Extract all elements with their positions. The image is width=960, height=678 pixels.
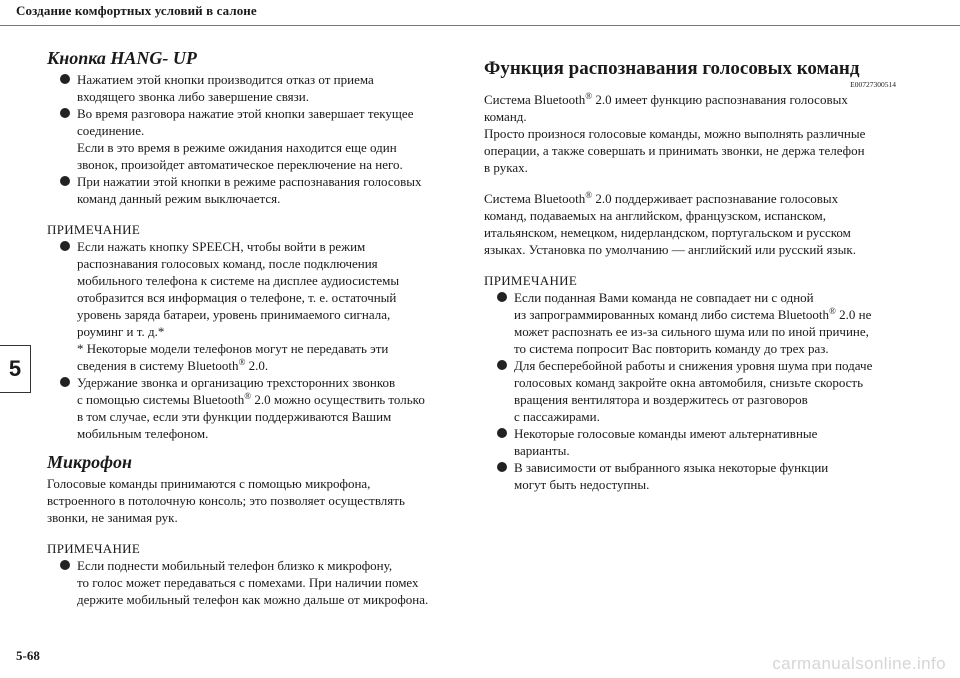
list-item: [484, 289, 896, 357]
list-item: Некоторые голосовые команды имеют альтернативные варианты.: [484, 425, 896, 459]
list-item: [47, 374, 457, 442]
registered-mark: ®: [244, 391, 252, 401]
registered-mark: ®: [585, 190, 593, 200]
p2-tail: 2.0 поддерживает распознавание голосовых команд, подаваемых на английском, французском, испанском, итальянском, немецком, нидерландском, португальском и русском языках. Установка по умолчанию — английский или русский язык.: [484, 191, 856, 257]
list-item: Если поднести мобильный телефон близко к микрофону, то голос может передаваться с помехами. При наличии помех держите мобильный телефон как можно дальше от микрофона.: [47, 557, 457, 608]
note1-bullet2-text: Удержание звонка и организацию трехсторонних звонков с помощью системы Bluetooth: [77, 375, 396, 407]
document-code: E00727300514: [850, 80, 896, 89]
list-item: [47, 238, 457, 374]
microphone-heading: Микрофон: [47, 452, 133, 472]
note-title: ПРИМЕЧАНИЕ: [47, 541, 141, 556]
hangup-bullets: [47, 71, 457, 207]
hangup-heading: Кнопка HANG- UP: [47, 48, 197, 68]
right-note-bullets: [484, 289, 896, 493]
voice-paragraph-2: [484, 190, 896, 258]
p1-text: Система Bluetooth: [484, 92, 586, 107]
note1-bullet1-text: Если нажать кнопку SPEECH, чтобы войти в режим распознавания голосовых команд, после подключения мобильного телефона к системе на дисплее аудиосистемы отобразится вся информация о телефоне, т. е. остаточный уровень заряда батареи, уровень принимаемого сигнала, роуминг и т. д.* * Некоторые модели телефонов могут не передавать эти сведения в систему Bluetooth: [77, 239, 400, 373]
microphone-text: Голосовые команды принимаются с помощью микрофона, встроенного в потолочную консоль; это позволяет осуществлять звонки, не занимая рук.: [47, 476, 405, 525]
list-item: Нажатием этой кнопки производится отказ от приема входящего звонка либо завершение связи.: [47, 71, 457, 105]
note1-bullet1-tail: 2.0.: [245, 358, 269, 373]
note2-bullets: [47, 557, 457, 608]
note1-bullets: [47, 238, 457, 442]
chapter-tab: 5: [0, 345, 31, 393]
page-number: 5-68: [16, 648, 40, 663]
list-item: При нажатии этой кнопки в режиме распознавания голосовых команд данный режим выключается.: [47, 173, 457, 207]
registered-mark: ®: [585, 91, 593, 101]
p2-text: Система Bluetooth: [484, 191, 586, 206]
watermark: carmanualsonline.info: [772, 654, 946, 673]
left-column: [47, 48, 457, 608]
list-item: Для бесперебойной работы и снижения уровня шума при подаче голосовых команд закройте окна автомобиля, снизьте скорость вращения вентилятора и воздержитесь от разговоров с пассажирами.: [484, 357, 896, 425]
running-header: Создание комфортных условий в салоне: [16, 3, 257, 18]
note-title: ПРИМЕЧАНИЕ: [484, 273, 578, 288]
p1-tail: 2.0 имеет функцию распознавания голосовых команд. Просто произнося голосовые команды, можно выполнять различные операции, а также совершать и принимать звонки, не держа телефон в руках.: [484, 92, 866, 175]
list-item: В зависимости от выбранного языка некоторые функции могут быть недоступны.: [484, 459, 896, 493]
list-item: Во время разговора нажатие этой кнопки завершает текущее соединение. Если в это время в режиме ожидания находится еще один звонок, произойдет автоматическое переключение на него.: [47, 105, 457, 173]
registered-mark: ®: [829, 306, 836, 316]
note1-bullet2-tail: 2.0 можно осуществить только в том случае, если эти функции поддерживаются Вашим мобильным телефоном.: [77, 392, 425, 441]
registered-mark: ®: [238, 357, 246, 367]
note-bullet1-tail: 2.0 не может распознать ее из-за сильного шума или по иной причине, то система попросит Вас повторить команду до трех раз.: [514, 307, 872, 356]
header-divider: [0, 25, 960, 26]
right-column: [484, 58, 896, 493]
voice-recognition-heading: Функция распознавания голосовых команд: [484, 58, 860, 79]
voice-paragraph-1: [484, 91, 896, 176]
note-bullet1-text: Если поданная Вами команда не совпадает ни с одной из запрограммированных команд либо система Bluetooth: [514, 290, 830, 322]
note-title: ПРИМЕЧАНИЕ: [47, 222, 141, 237]
